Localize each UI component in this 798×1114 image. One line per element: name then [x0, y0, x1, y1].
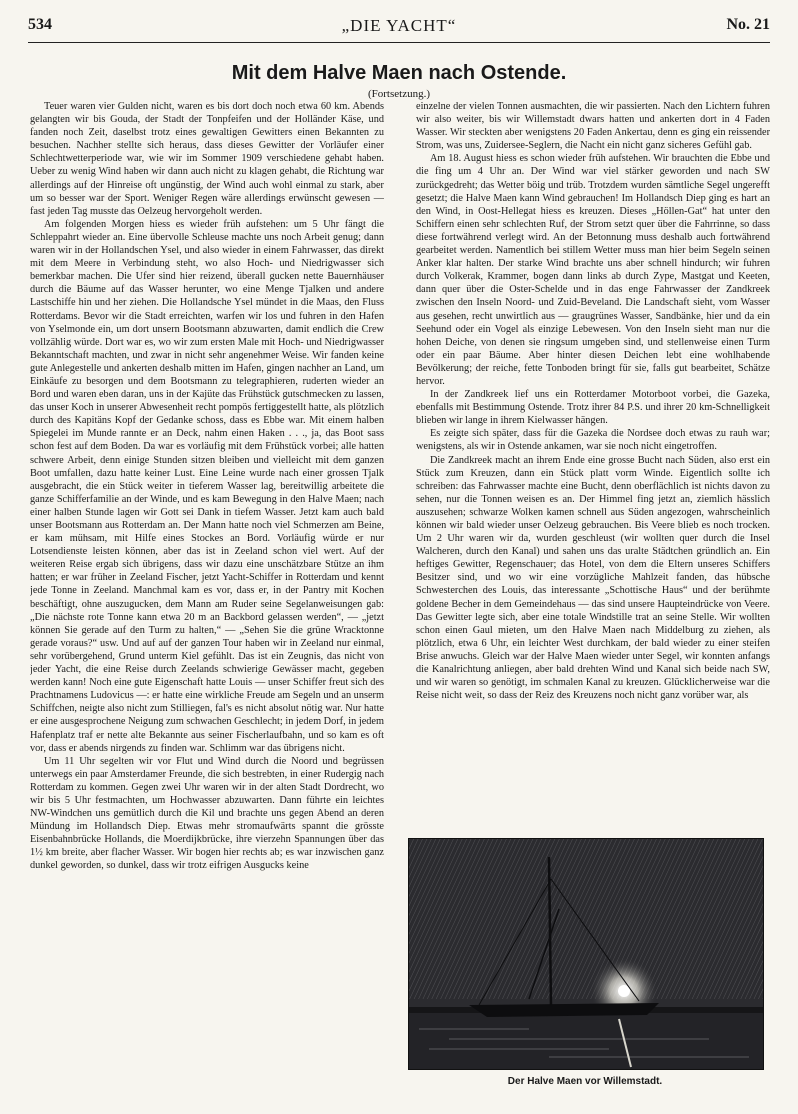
paragraph: Die Zandkreek macht an ihrem Ende eine grosse Bucht nach Süden, also erst ein Stück zum Kreuzen, dann ein Stück platt vorm Winde. Eigentlich sollte ich schreiben: das Fahrwasser machte eine Bucht, denn oberflächlich ist nichts davon zu sehen, nur die Tonnen weisen es an. Der Himmel fing jetzt an, ziemlich hässlich auszusehen; schwarze Wolken kamen schnell aus Süden angezogen, wahrscheinlich können wir bald wieder unser Oelzeug gebrauchen. Bis Veere blieb es noch trocken. Um 2 Uhr waren wir da, wurden geschleust (wir wollten quer durch die Insel Walcheren, durch den Kanal) und sahen uns das uralte Städtchen gründlich an. Ein heftiges Gewitter, Regenschauer; das Hotel, von dem die Eltern unseres Schiffers Besitzer sind, und wo wir eine vorzügliche Mahlzeit fanden, das hübsche Schwesterchen des Louis, das interessante „Schottische Haus“ und der berühmte goldene Becher in dem Gemeindehaus — das sind unsere Haupteindrücke von Veere. Das Gewitter legte sich, aber eine totale Windstille trat an seine Stelle. Wir wollten schon einen Gaul mieten, um den Halve Maen nach Middelburg zu ziehen, als plötzlich, etwa 6 Uhr, ein leichter West durchkam, der bald wieder zu einer steifen Brise anwuchs. Gleich war der Halve Maen wieder unter Segel, wir konnten anfangs die Kanalrichtung anliegen, aber bald drehten Wind und Kanal sich beide nach SW, und wir waren so genötigt, im schmalen Kanal zu kreuzen. Glücklicherweise war die Reise nicht weit, so dass der Reiz des Kreuzens noch nicht ganz vorüber war, als: [416, 454, 770, 702]
issue-number: No. 21: [726, 16, 770, 33]
right-column: [416, 100, 770, 830]
paragraph: Es zeigte sich später, dass für die Gazeka die Nordsee doch etwas zu rauh war; wenigstens, als wir in Ostende ankamen, war sie noch nicht eingetroffen.: [416, 428, 770, 453]
night-harbor-engraving: [409, 839, 763, 1069]
figure-caption: Der Halve Maen vor Willemstadt.: [507, 1076, 663, 1087]
paragraph: einzelne der vielen Tonnen ausmachten, die wir passierten. Nach den Lichtern fuhren wir also weiter, bis wir Willemstadt dwars hatten und ankerten dort in 4 Faden Wasser. Wir steckten aber wenigstens 20 Faden Ankertau, denn es ging ein reissender Strom, was uns, Zuidersee-Seglern, die Nacht ein nicht ganz sicheres Gefühl gab.: [416, 101, 770, 152]
article-title: Mit dem Halve Maen nach Ostende.: [231, 62, 567, 84]
paragraph: In der Zandkreek lief uns ein Rotterdamer Motorboot vorbei, die Gazeka, ebenfalls mit Bestimmung Ostende. Trotz ihrer 84 P.S. und ihrer 20 km-Schnelligkeit blieben wir lange in ihrem Kielwasser hängen.: [416, 389, 770, 427]
page-header: [28, 16, 770, 38]
left-column: [30, 100, 384, 1090]
paragraph: Um 11 Uhr segelten wir vor Flut und Wind durch die Noord und begrüssen unterwegs ein paar Amsterdamer Freunde, die sich bestrebten, in einer Rudergig nach Rotterdam zu kommen. Gegen zwei Uhr waren wir in der alten Stadt Dordrecht, wo wir bis 5 Uhr festmachten, um Hochwasser abzuwarten. Dann führte ein leichtes NW-Windchen uns gemütlich durch die Kil und brachte uns gegen Abend an deren Mündung im Hollandsch Diep. Etwas mehr stromaufwärts spannt die grösste Eisenbahnbrücke Hollands, die Moerdijkbrücke, ihre vierzehn Spannungen über das 1½ km breite, aber flacher Wasser. Wir bogen hier rechts ab; es war inzwischen ganz dunkel geworden, so dunkel, dass wir trotz eifrigen Ausgucks keine: [30, 755, 384, 872]
header-rule: [28, 42, 770, 43]
article-subtitle: (Fortsetzung.): [367, 88, 430, 100]
paragraph: Am folgenden Morgen hiess es wieder früh aufstehen: um 5 Uhr fängt die Schleppahrt wieder an. Eine übervolle Schleuse machte uns noch Arbeit genug; dann waren wir in der Hollandschen Ysel, und also wieder in einem Fahrwasser, das direkt mit dem Meere in Verbindung steht, wo also Hoch- und Niedrigwasser sich bemerkbar machen. Die Ufer sind hier reizend, überall gucken nette Bauernhäuser durch die Bäume auf das Wasser herunter, wo eine Menge Tjalken und andere Lastschiffe hin und her ziehen. Die Hollandsche Ysel mündet in die Maas, den Fluss Rotterdams. Bevor wir die Stadt erreichten, warfen wir los und fuhren in den Hafen von Yselmonde ein, um dort unsern Bootsmann abzuwarten, damit endlich die Crew vollzählig würde. Dort war es, wo wir zum ersten Male mit Hoch- und Niedrigwasser Bekanntschaft machten, und zwar in nicht sehr angenehmer Weise. Wir fanden keine gute Anlegestelle und ankerten deshalb mitten im Hafen, gingen nachher an Land, um Einkäufe zu besorgen und dem Bootsmann zu telegraphieren, ruderten wieder an Bord und waren eben daran, uns in der Kajüte das Frühstück gutschmecken zu lassen, das unser Koch in unserer Abwesenheit recht pompös fertiggestellt hatte, als plötzlich durch des Kapitäns Kopf der Gedanke schoss, dass es Ebbe war. Mit einem halben Spiegelei im Munde rannte er an Deck, nahm einen Haken . . ., ja, das Boot sass schon fest auf dem Boden. Da war es vorläufig mit dem Frühstück vorbei; alle hatten schwere Arbeit, denn einige Stunden sitzen bleiben und vielleicht mit dem ganzen Boot umfallen, dazu hatte keiner Lust. Eine Leine wurde nach einer grossen Tjalk ausgebracht, die ein Stück weiter in tieferem Wasser lag, bereitwillig arbeitete die ganze Schifferfamilie an der Winde, und es kam Bewegung in den Halve Maen; nach einer halben Stunde lagen wir Gott sei Dank in tiefem Wasser. Jetzt kam auch bald unser Bootsmann aus Rotterdam an. Der Mann hatte noch viel Schmerzen am Beine, er kam mühsam, mit Hilfe eines Stockes an Bord. Vorläufig würde er nur Lotsendienste leisten können, aber das ist in Zeeland schon viel wert. Auf der weiteren Reise ergab sich übrigens, dass wir dazu eine unschätzbare Stütze an ihm hatten; er war früher in Zeeland Fischer, jetzt Yacht-Schiffer in Rotterdam und kennt jede Tonne in Zeeland. Manchmal kam es vor, dass er, in der Pantry mit Kochen beschäftigt, ohne auszugucken, dem Mann am Ruder seine Segelanweisungen gab: „Die nächste rote Tonne kann etwa 20 m an Backbord gelassen werden“, — „jetzt können Sie gerade auf den Turm zu halten,“ — „Sehen Sie die grüne Wracktonne gerade voraus?“ usw. Und auf auf der ganzen Tour haben wir in Zeeland nur einmal, sehr vorübergehend, Grund unterm Kiel gefühlt. Das ist ein Zeugnis, das nicht von jeder Yacht, die eine Reise durch Zeelands schwierige Gewässer macht, gegeben werden kann! Noch eine gute Eigenschaft hatte Louis — unser Schiffer freut sich des Prachtnamens Ludovicus —: er hatte eine wirkliche Freude am Segeln und an unserm Schiffchen, neigte also nicht zum Stilliegen, fal's es nicht absolut nötig war. Nur hatte er eine ausgesprochene Neigung zum schwachen Geschlecht; in jedem Dorf, in jedem Hafenplatz traf er nette alte Bekannte aus seiner Fischerlaufbahn, und so kam es oft vor, dass er abends nirgends zu finden war. Schlimm war das übrigens nicht.: [30, 218, 384, 754]
page-number: 534: [28, 16, 52, 33]
paragraph: Am 18. August hiess es schon wieder früh aufstehen. Wir brauchten die Ebbe und die fing um 4 Uhr an. Der Wind war viel stärker geworden und nach SW zurückgedreht; das Wetter böig und trüb. Trotzdem wurden sämtliche Segel ungerefft gesetzt; die Halve Maen kann Wind gebrauchen! Im Hollandsch Diep ging es hart an den Wind, in Oost-Hellegat hiess es kreuzen. Dieses „Höllen-Gat“ hat unter den Schiffern einen sehr schlechten Ruf, der Strom setzt quer über die Fahrrinne, so dass diese fortwährend verlegt wird. An der Betonnung muss deshalb auch fortwährend gearbeitet werden. Namentlich bei stillem Wetter muss man hier beim Segeln seinen Anker klar halten. Der starke Wind brachte uns aber schnell hindurch; wir fuhren durch Volkerak, Krammer, bogen dann links ab durch Zype, Mastgat und Keeten, dann quer über die Oster-Schelde und in das enge Fahrwasser der Zandkreek zwischen den Inseln Noord- und Zuid-Beveland. Die Landschaft sieht, vom Wasser aus gesehen, recht unwirtlich aus — graugrünes Wasser, Sandbänke, hier und da ein Seehund oder ein Vogel als einzige Lebewesen. Von den Inseln sieht man nur die hohen Deiche, von denen sie ringsum umgeben sind, und stellenweise einen Turm oder ein paar Bäume. Aber hinter diesen Deichen lebt eine wohlhabende Bevölkerung; der reiche, fette Tonboden bringt für sie, falls gut bearbeitet, Schätze hervor.: [416, 153, 770, 387]
paragraph: Teuer waren vier Gulden nicht, waren es bis dort doch noch etwa 60 km. Abends gelangten wir bis Gouda, der Stadt der Tonpfeifen und der Holländer Käse, und fanden noch Zeit, daselbst trotz eines gewaltigen Gewitters einen Bekannten zu besuchen. Nachher stellte sich heraus, dass dieses Gewitter der Vorläufer einer Schlechtwetterperiode war, wie wir im Sommer 1909 verschiedene gehabt haben. Ueber zu wenig Wind haben wir dann auch nicht zu klagen gehabt, die Richtung war allerdings auf der Hinreise oft ungünstig, der Wind auch wohl einmal zu stark, aber um so besser war der Sport. Weniger Regen wäre allerdings erwünscht gewesen — fast jeden Tag musste das Oelzeug hervorgeholt werden.: [30, 101, 384, 217]
magazine-title: „DIE YACHT“: [341, 16, 457, 35]
boat-illustration: [408, 838, 764, 1070]
